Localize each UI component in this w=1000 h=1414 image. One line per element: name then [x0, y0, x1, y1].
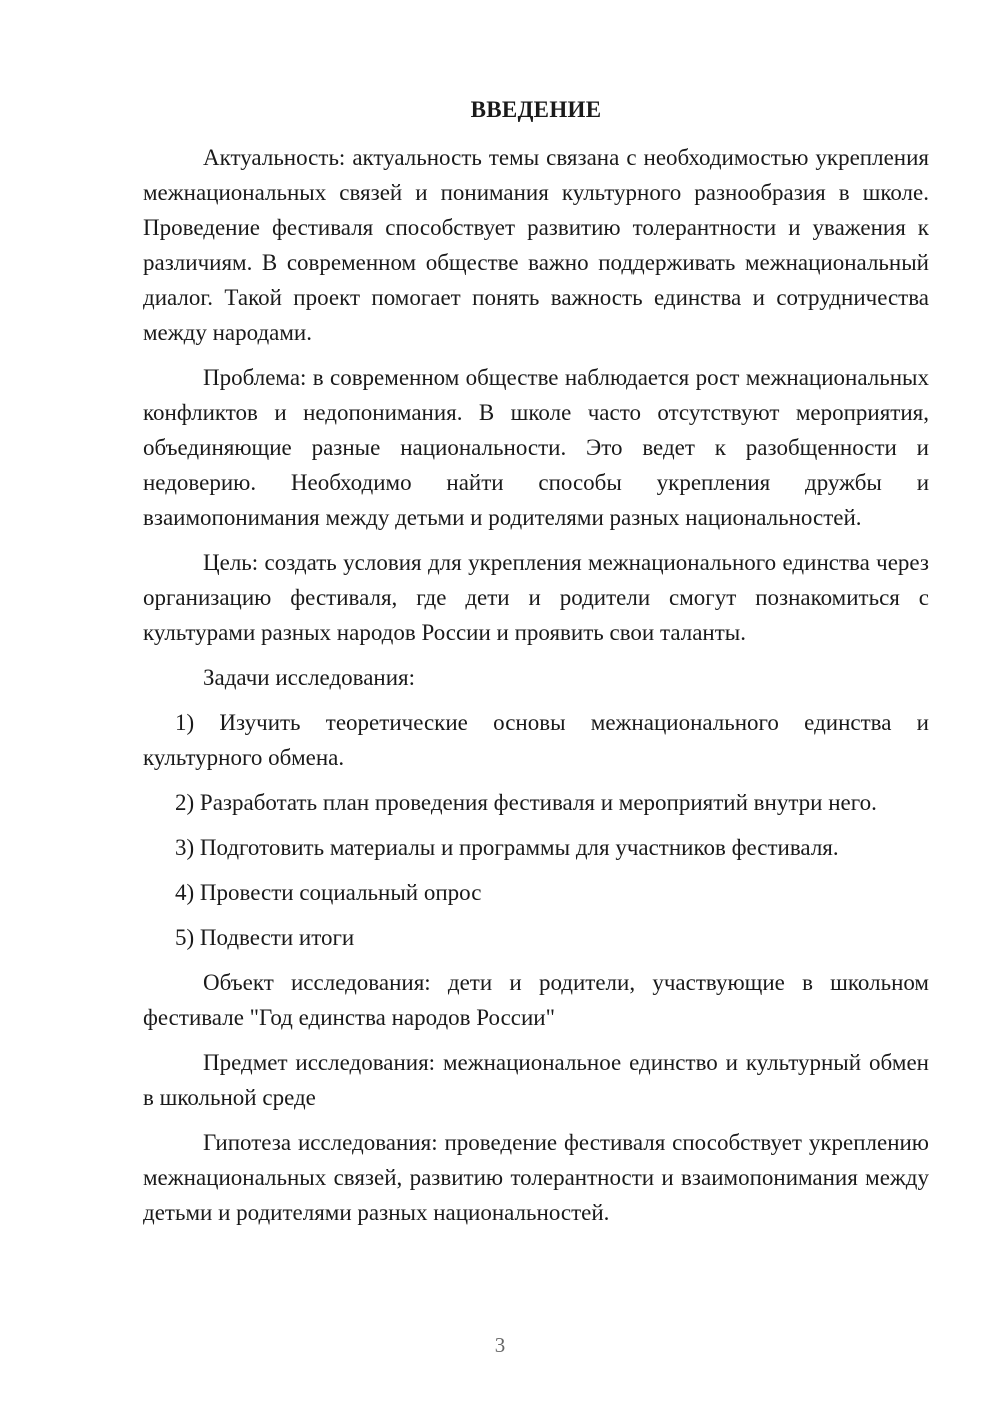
page-number: 3: [494, 1333, 506, 1357]
hypothesis-paragraph: Гипотеза исследования: проведение фестиваля способствует укреплению межнациональных связей, развитию толерантности и взаимопонимания между детьми и родителями разных национальностей.: [143, 1130, 929, 1225]
task-item-4: 4) Провести социальный опрос: [175, 880, 482, 905]
relevance-paragraph: Актуальность: актуальность темы связана с необходимостью укрепления межнациональных связей и понимания культурного разнообразия в школе. Проведение фестиваля способствует развитию толерантности и уважения к различиям. В современном обществе важно поддерживать межнациональный диалог. Такой проект помогает понять важность единства и сотрудничества между народами.: [143, 145, 929, 345]
problem-paragraph: Проблема: в современном обществе наблюдается рост межнациональных конфликтов и недопонимания. В школе часто отсутствуют мероприятия, объединяющие разные национальности. Это ведет к разобщенности и недоверию. Необходимо найти способы укрепления дружбы и взаимопонимания между детьми и родителями разных национальностей.: [143, 365, 929, 530]
task-item-5: 5) Подвести итоги: [175, 925, 355, 950]
task-item-2: 2) Разработать план проведения фестиваля и мероприятий внутри него.: [175, 790, 877, 815]
tasks-heading: Задачи исследования:: [203, 665, 416, 690]
document-page: [143, 92, 929, 1240]
task-item-1: 1) Изучить теоретические основы межнационального единства и культурного обмена.: [143, 710, 929, 770]
task-item-3: 3) Подготовить материалы и программы для участников фестиваля.: [175, 835, 839, 860]
goal-paragraph: Цель: создать условия для укрепления межнационального единства через организацию фестиваля, где дети и родители смогут познакомиться с культурами разных народов России и проявить свои таланты.: [143, 550, 929, 645]
section-title: ВВЕДЕНИЕ: [470, 97, 602, 122]
subject-paragraph: Предмет исследования: межнациональное единство и культурный обмен в школьной среде: [143, 1050, 929, 1110]
object-paragraph: Объект исследования: дети и родители, участвующие в школьном фестивале "Год единства народов России": [143, 970, 929, 1030]
